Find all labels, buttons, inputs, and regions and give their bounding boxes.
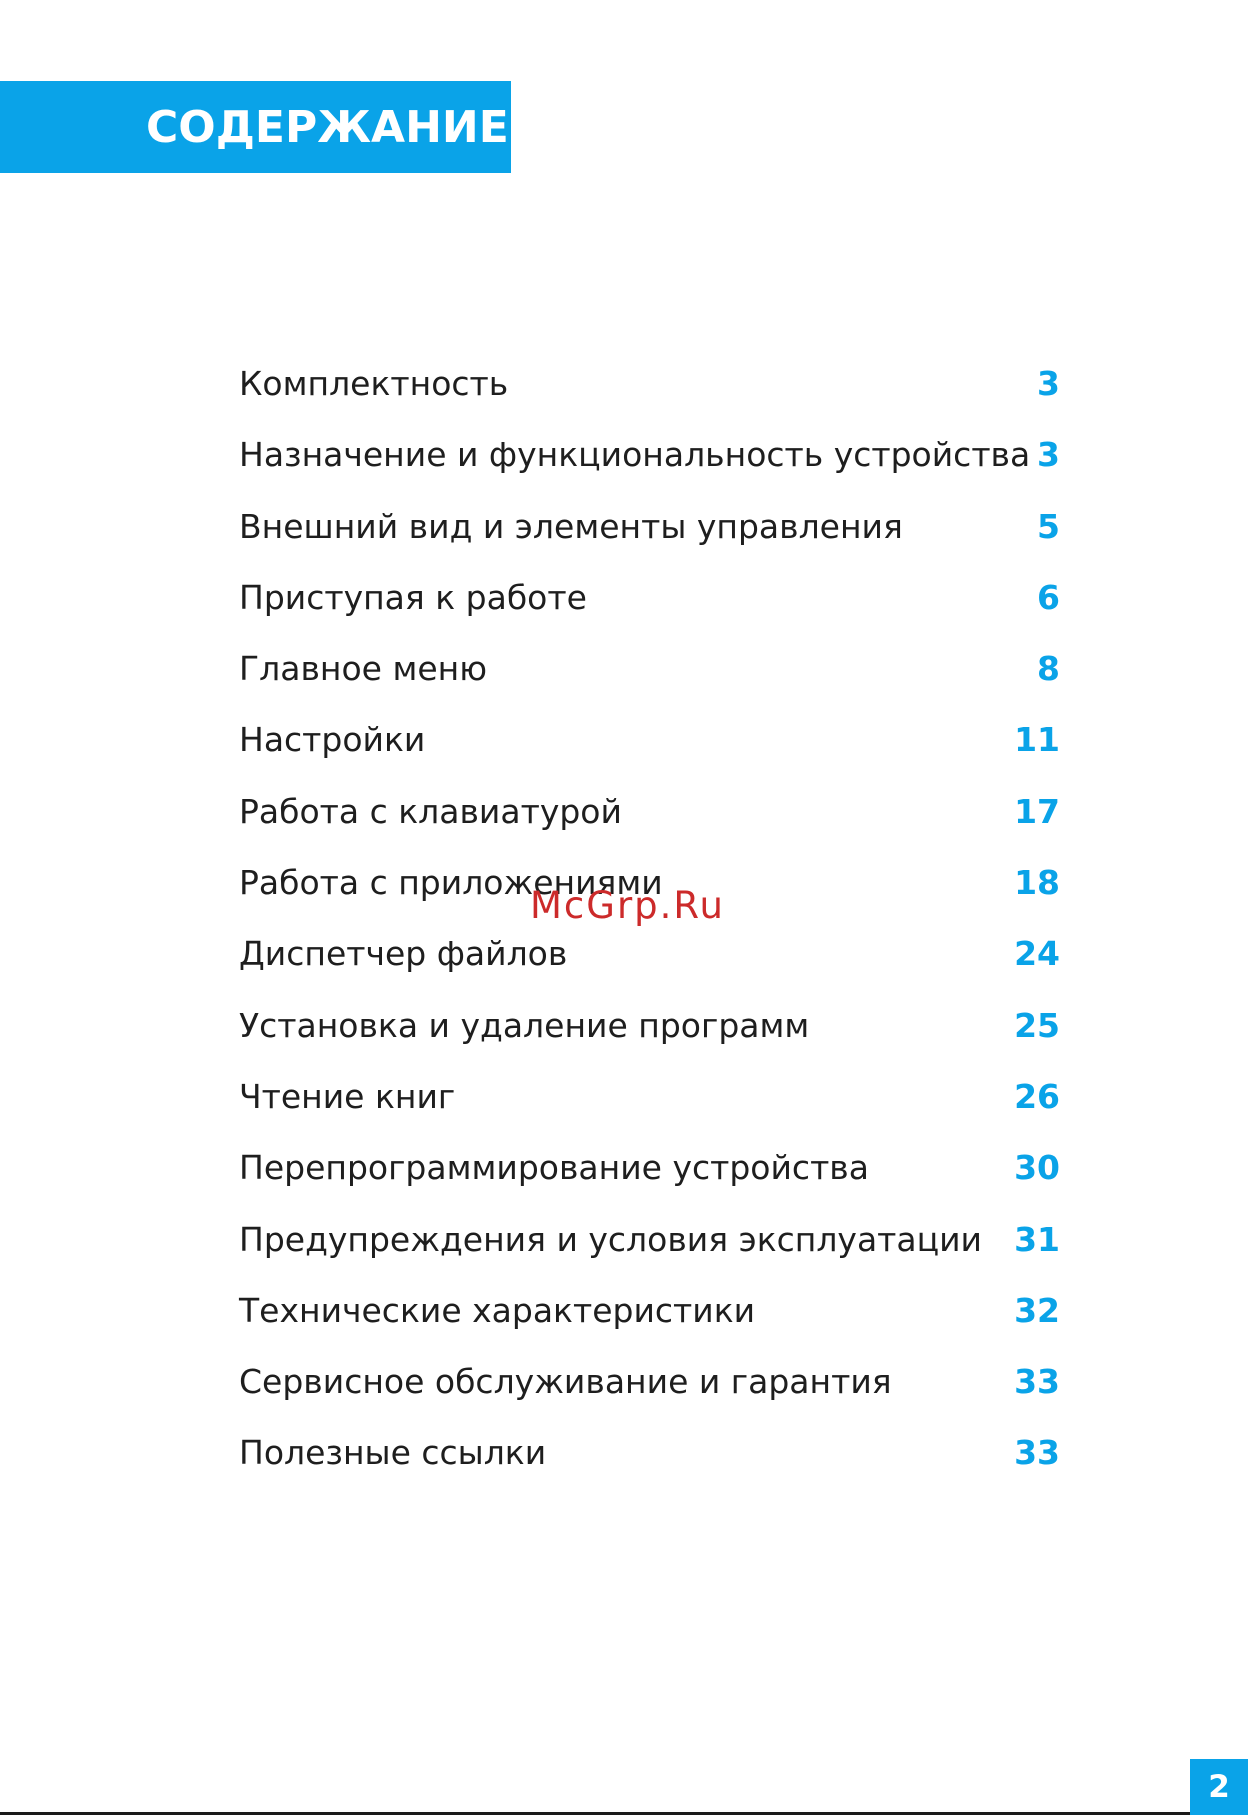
toc-entry-page: 11 [1014, 720, 1060, 760]
page-title: СОДЕРЖАНИЕ [146, 102, 509, 153]
toc-entry-page: 17 [1014, 791, 1060, 831]
toc-entry-title: Полезные ссылки [239, 1433, 547, 1473]
toc-entry-page: 32 [1014, 1290, 1060, 1330]
toc-entry[interactable] [239, 364, 1060, 435]
toc-entry[interactable] [239, 1291, 1060, 1362]
toc-entry-title: Настройки [239, 720, 426, 760]
toc-entry-title: Установка и удаление программ [239, 1005, 810, 1045]
toc-entry-page: 24 [1014, 934, 1060, 974]
toc-entry-page: 3 [1037, 364, 1060, 403]
toc-entry-title: Комплектность [239, 364, 509, 403]
toc-entry[interactable] [239, 1006, 1060, 1077]
toc-entry[interactable] [239, 578, 1060, 649]
toc-entry-page: 31 [1014, 1219, 1060, 1259]
toc-entry[interactable] [239, 792, 1060, 863]
watermark: McGrp.Ru [530, 884, 725, 927]
toc-entry[interactable] [239, 507, 1060, 578]
toc-entry[interactable] [239, 720, 1060, 791]
toc-entry-page: 33 [1014, 1433, 1060, 1473]
toc-entry-title: Работа с приложениями [239, 863, 663, 903]
toc-entry-title: Чтение книг [239, 1076, 456, 1116]
toc-entry-page: 30 [1014, 1148, 1060, 1188]
toc-entry[interactable] [239, 1433, 1060, 1504]
toc-entry[interactable] [239, 1148, 1060, 1219]
toc-entry[interactable] [239, 1220, 1060, 1291]
toc-entry-page: 25 [1014, 1005, 1060, 1045]
toc-entry-page: 18 [1014, 863, 1060, 903]
toc-entry-title: Перепрограммирование устройства [239, 1148, 869, 1188]
toc-entry[interactable] [239, 649, 1060, 720]
page-number-badge: 2 [1190, 1759, 1248, 1815]
toc-entry-title: Работа с клавиатурой [239, 791, 622, 831]
toc-entry-page: 3 [1037, 435, 1060, 475]
table-of-contents [239, 364, 1060, 1505]
toc-entry-title: Приступая к работе [239, 577, 587, 617]
toc-entry[interactable] [239, 435, 1060, 506]
toc-entry-page: 26 [1014, 1076, 1060, 1116]
toc-entry-title: Технические характеристики [239, 1290, 756, 1330]
toc-entry-title: Сервисное обслуживание и гарантия [239, 1362, 892, 1402]
toc-entry-page: 33 [1014, 1362, 1060, 1402]
toc-entry-title: Предупреждения и условия эксплуатации [239, 1219, 982, 1259]
toc-entry-title: Внешний вид и элементы управления [239, 506, 903, 546]
toc-entry-page: 6 [1037, 577, 1060, 617]
toc-entry[interactable] [239, 1362, 1060, 1433]
toc-entry-page: 5 [1037, 506, 1060, 546]
toc-entry-title: Главное меню [239, 649, 487, 689]
toc-entry[interactable] [239, 1077, 1060, 1148]
toc-entry[interactable] [239, 934, 1060, 1005]
toc-entry-page: 8 [1037, 649, 1060, 689]
toc-entry-title: Назначение и функциональность устройства [239, 435, 1031, 475]
toc-entry-title: Диспетчер файлов [239, 934, 568, 974]
